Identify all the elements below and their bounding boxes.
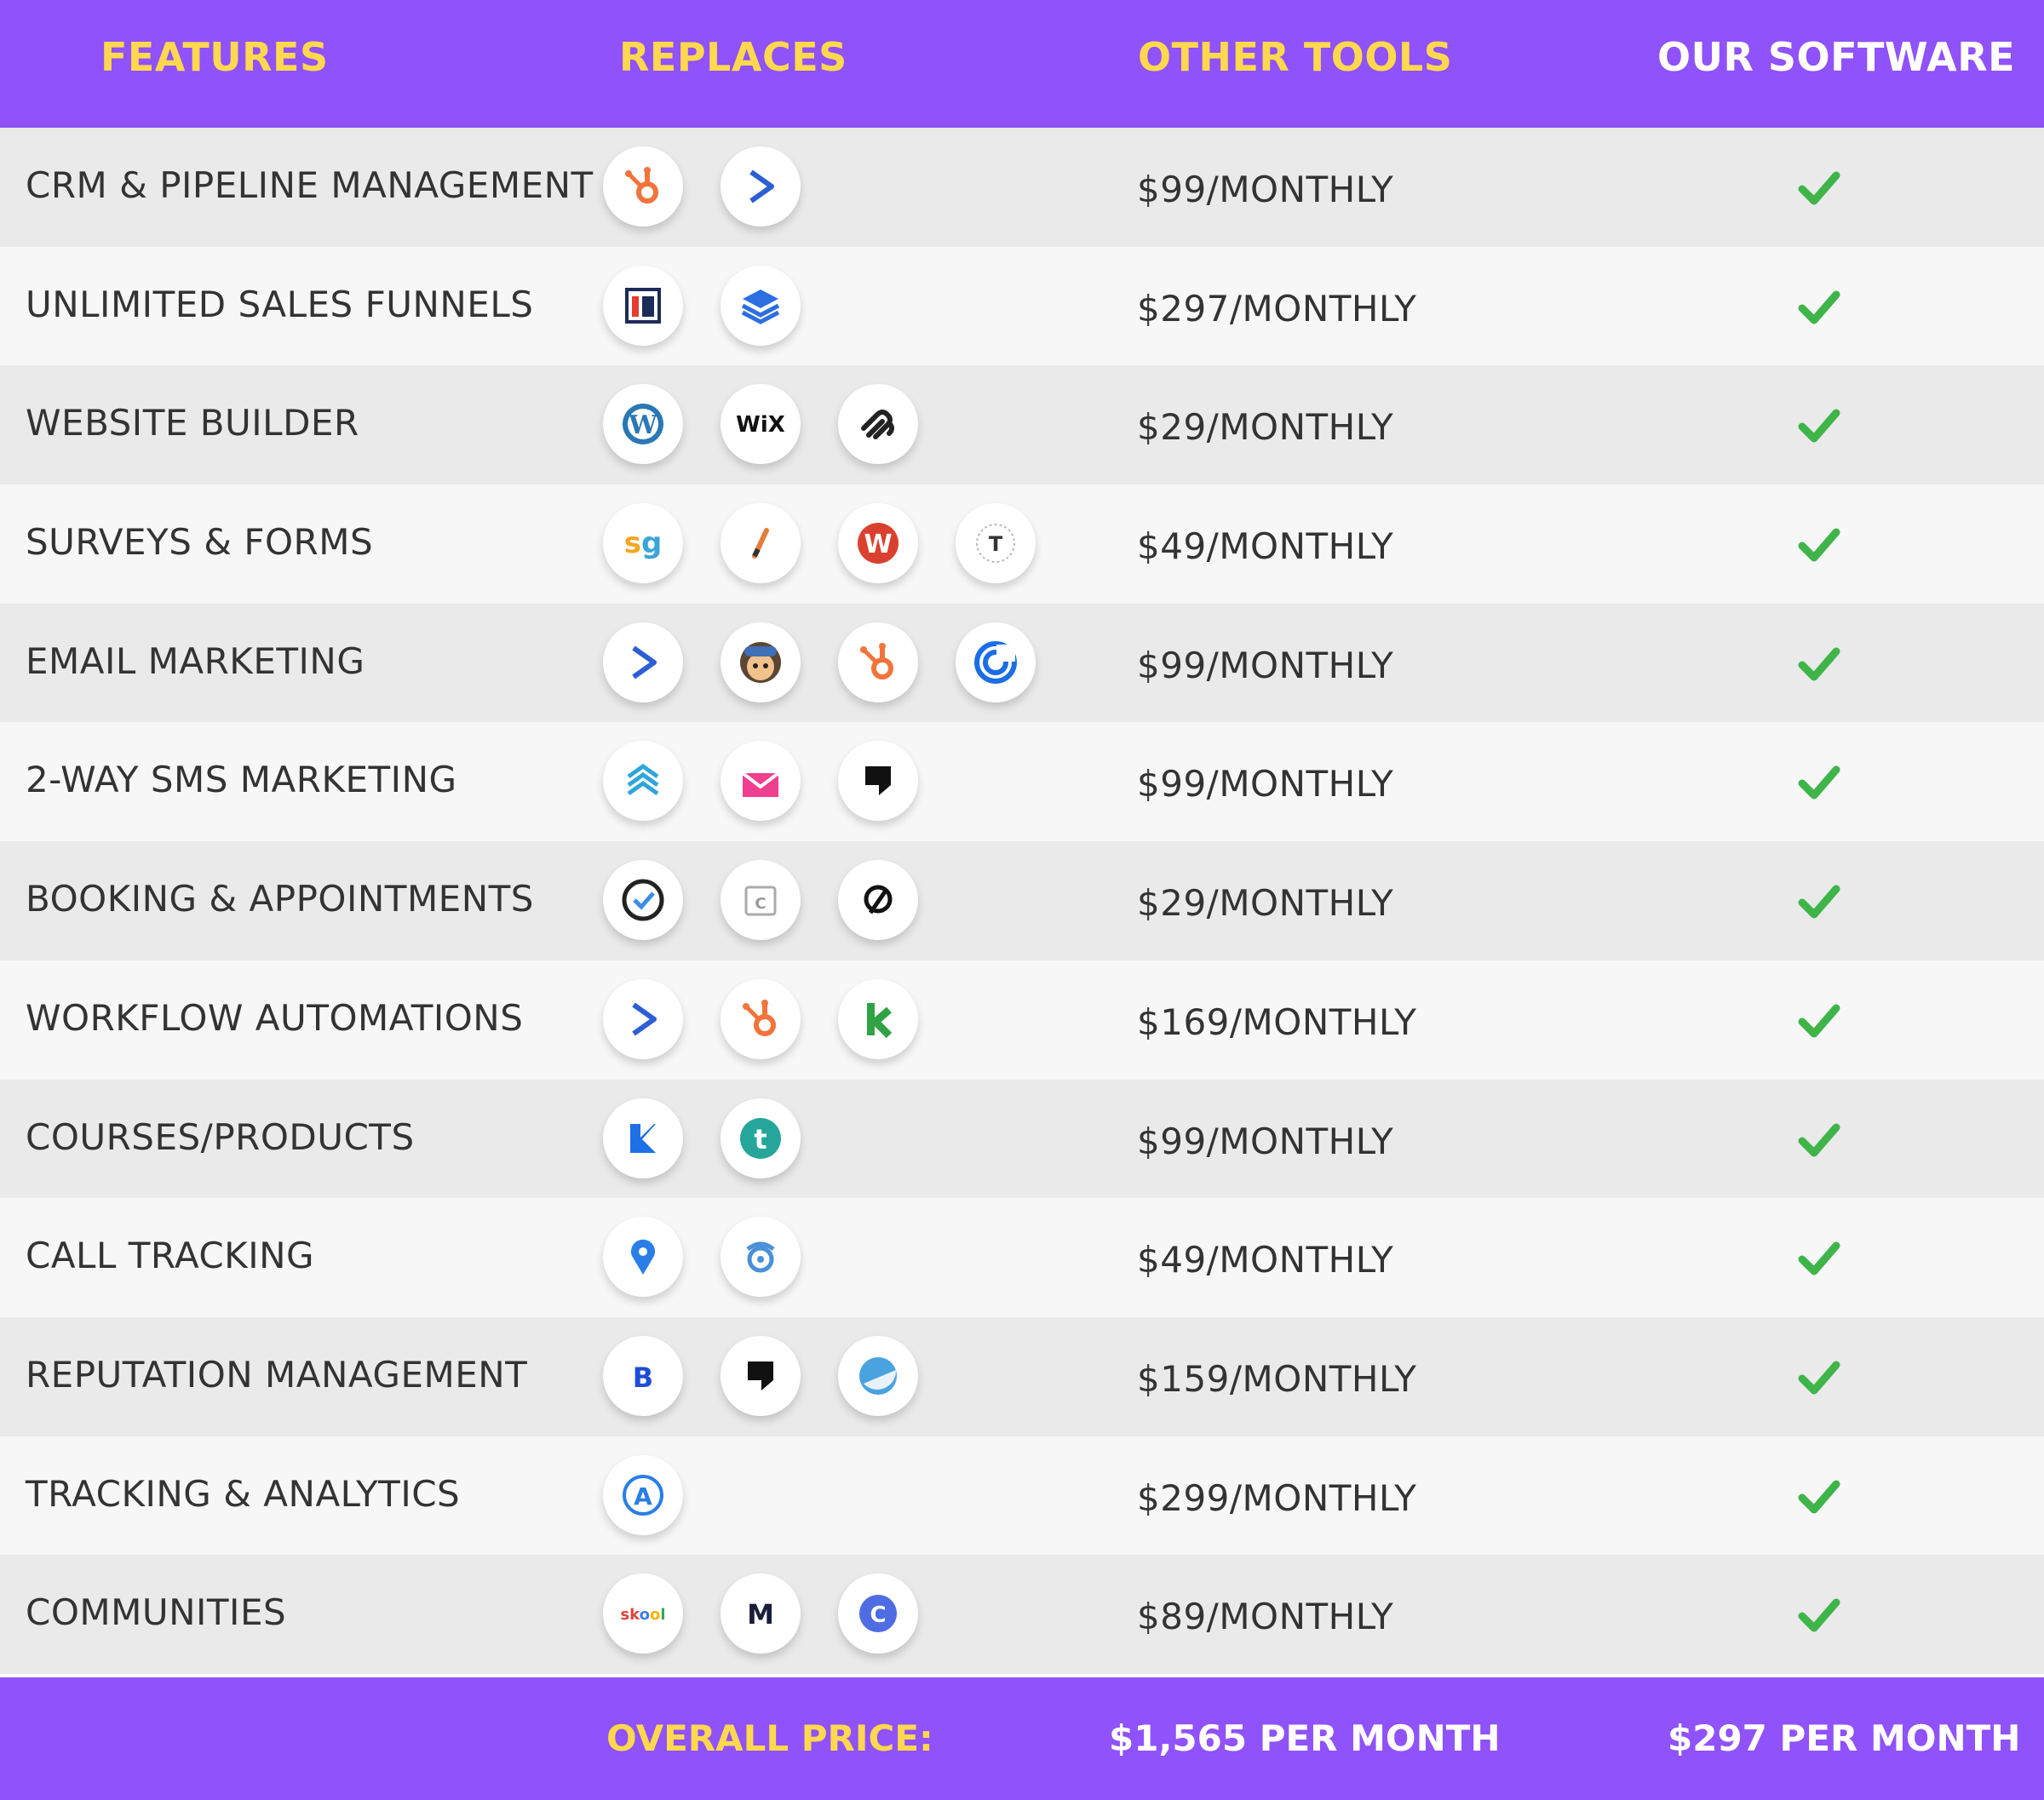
table-row [0, 841, 2044, 960]
layers-icon [721, 266, 801, 346]
surveygizmo-icon [603, 503, 683, 583]
other-tools-price: $89/MONTHLY [1137, 1596, 1394, 1638]
feature-name: TRACKING & ANALYTICS [26, 1472, 461, 1515]
table-row [0, 484, 2044, 604]
other-tools-price: $99/MONTHLY [1137, 169, 1394, 210]
table-row [0, 365, 2044, 484]
other-tools-price: $29/MONTHLY [1137, 882, 1394, 925]
envelope-icon [721, 741, 801, 821]
mailchimp-icon [721, 622, 801, 702]
svg-text:M: M [747, 1598, 774, 1631]
table-row [0, 1317, 2044, 1436]
wordpress-icon [603, 384, 683, 464]
table-row [0, 960, 2044, 1080]
circle-check-icon [603, 860, 683, 940]
feature-name: SURVEYS & FORMS [26, 521, 374, 564]
birdeye-icon [603, 1336, 683, 1416]
table-row [0, 722, 2044, 841]
feature-name: COMMUNITIES [26, 1591, 287, 1634]
acuity-icon [838, 860, 918, 940]
our-software-total: $297 PER MONTH [1668, 1717, 2021, 1759]
mighty-icon [721, 1574, 801, 1654]
header-replaces: REPLACES [619, 34, 847, 80]
feature-name: BOOKING & APPOINTMENTS [26, 878, 534, 920]
check-icon [1795, 520, 1843, 568]
feature-name: REPUTATION MANAGEMENT [26, 1353, 528, 1396]
constantcontact-icon [956, 622, 1036, 702]
other-tools-price: $49/MONTHLY [1137, 1239, 1394, 1281]
check-icon [1795, 401, 1843, 449]
feature-name: WORKFLOW AUTOMATIONS [26, 996, 524, 1039]
svg-text:WiX: WiX [736, 412, 785, 439]
svg-text:W: W [629, 410, 657, 441]
analytics-icon [603, 1455, 683, 1535]
other-tools-total: $1,565 PER MONTH [1109, 1717, 1501, 1759]
chevrons-up-icon [603, 741, 683, 821]
feature-name: CALL TRACKING [26, 1235, 315, 1277]
check-icon [1795, 283, 1843, 330]
check-icon [1795, 996, 1843, 1044]
table-row [0, 1198, 2044, 1317]
typeform-icon [956, 503, 1036, 583]
other-tools-price: $299/MONTHLY [1137, 1476, 1417, 1519]
header-features: FEATURES [100, 34, 329, 80]
check-icon [1795, 1472, 1843, 1520]
pen-icon [721, 503, 801, 583]
keap-icon [838, 979, 918, 1059]
other-tools-price: $99/MONTHLY [1137, 763, 1394, 805]
svg-text:skool: skool [620, 1606, 666, 1625]
calendar-icon [721, 860, 801, 940]
svg-text:C: C [870, 1602, 887, 1629]
activecampaign-icon [603, 622, 683, 702]
svg-text:A: A [634, 1482, 652, 1511]
feature-name: CRM & PIPELINE MANAGEMENT [26, 164, 594, 206]
table-row [0, 1080, 2044, 1199]
other-tools-price: $297/MONTHLY [1137, 287, 1417, 330]
check-icon [1795, 1353, 1843, 1401]
map-pin-icon [603, 1217, 683, 1297]
skool-icon [603, 1574, 683, 1654]
svg-text:W: W [864, 530, 893, 560]
feature-name: WEBSITE BUILDER [26, 402, 359, 444]
header-other-tools: OTHER TOOLS [1138, 34, 1453, 80]
table-footer [0, 1677, 2044, 1800]
svg-text:B: B [632, 1361, 654, 1394]
svg-text:T: T [988, 532, 1003, 557]
activecampaign-icon [603, 979, 683, 1059]
other-tools-price: $99/MONTHLY [1137, 644, 1394, 686]
table-header [0, 0, 2044, 128]
check-icon [1795, 758, 1843, 805]
other-tools-price: $29/MONTHLY [1137, 406, 1394, 449]
kajabi-icon [603, 1098, 683, 1178]
table-row [0, 247, 2044, 366]
table-row [0, 1555, 2044, 1674]
svg-text:sg: sg [623, 526, 663, 561]
feature-name: EMAIL MARKETING [26, 639, 365, 682]
podium-icon [721, 1336, 801, 1416]
other-tools-price: $169/MONTHLY [1137, 1000, 1417, 1043]
header-our-software: OUR SOFTWARE [1657, 34, 2016, 80]
activecampaign-icon [721, 146, 801, 226]
svg-text:C: C [755, 895, 766, 914]
teachable-icon [721, 1098, 801, 1178]
check-icon [1795, 1234, 1843, 1281]
check-icon [1795, 1591, 1843, 1638]
feature-name: 2-WAY SMS MARKETING [26, 759, 457, 801]
table-row [0, 128, 2044, 247]
squarespace-icon [838, 384, 918, 464]
overall-price-label: OVERALL PRICE: [606, 1717, 933, 1759]
hubspot-icon [838, 622, 918, 702]
other-tools-price: $99/MONTHLY [1137, 1120, 1394, 1162]
check-icon [1795, 163, 1843, 211]
svg-text:t: t [754, 1122, 767, 1155]
comparison-rows [0, 128, 2044, 1674]
hubspot-icon [721, 979, 801, 1059]
hubspot-icon [603, 146, 683, 226]
half-circle-icon [838, 1336, 918, 1416]
feature-name: COURSES/PRODUCTS [26, 1115, 415, 1158]
clickfunnels-icon [603, 266, 683, 346]
table-row [0, 604, 2044, 723]
check-icon [1795, 1115, 1843, 1163]
wix-icon [721, 384, 801, 464]
podium-icon [838, 741, 918, 821]
circle-c-icon [838, 1574, 918, 1654]
feature-name: UNLIMITED SALES FUNNELS [26, 283, 534, 325]
wufoo-icon [838, 503, 918, 583]
other-tools-price: $49/MONTHLY [1137, 525, 1394, 568]
other-tools-price: $159/MONTHLY [1137, 1357, 1417, 1400]
check-icon [1795, 639, 1843, 687]
phone-icon [721, 1217, 801, 1297]
table-row [0, 1436, 2044, 1556]
check-icon [1795, 877, 1843, 925]
